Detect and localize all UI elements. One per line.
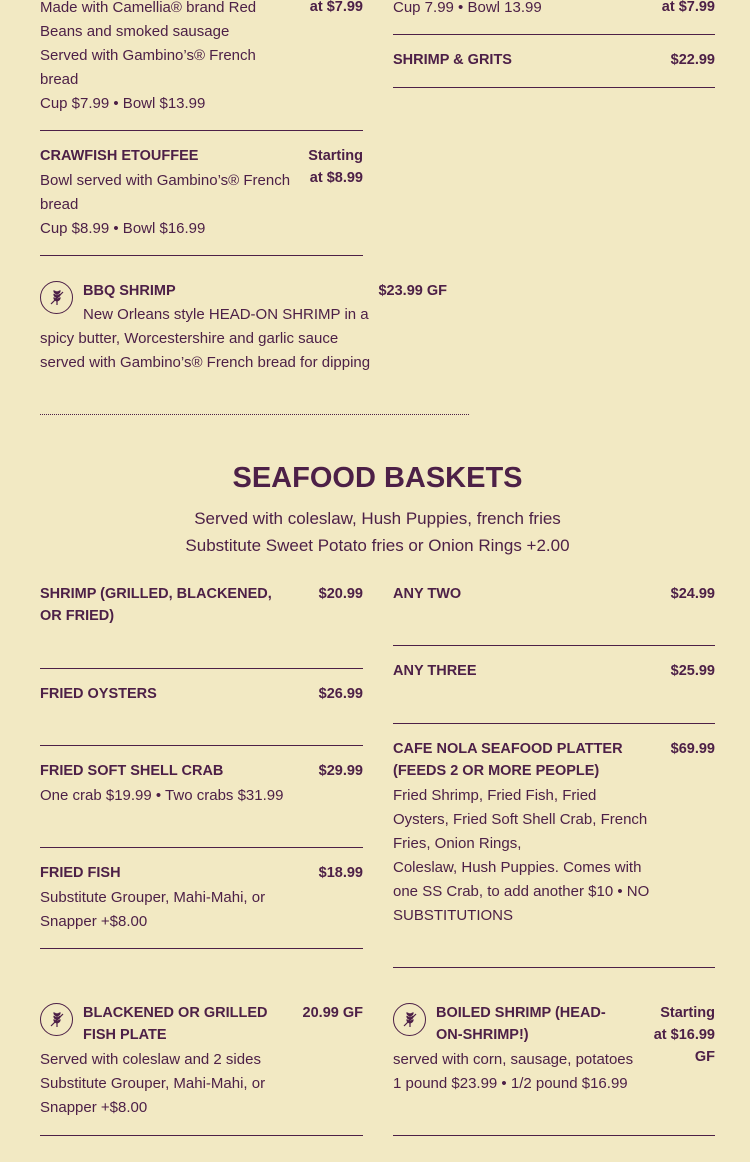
- item-name: BLACKENED OR GRILLED FISH PLATE: [83, 1005, 268, 1043]
- item-price: $24.99: [670, 586, 715, 602]
- section-title: SEAFOOD BASKETS: [232, 462, 523, 494]
- item-description: New Orleans style HEAD-ON SHRIMP in a spicy butter, Worcestershire and garlic sauce served with Gambino’s® French bread for dipping: [40, 306, 371, 371]
- divider: [393, 87, 715, 88]
- item-name: SHRIMP & GRITS: [393, 52, 512, 68]
- item-portion-prices: Cup 7.99 • Bowl 13.99: [393, 0, 542, 16]
- menu-item-gumbo: [40, 0, 363, 116]
- item-name: ANY THREE: [393, 663, 477, 679]
- item-name: SHRIMP (GRILLED, BLACKENED, OR FRIED): [40, 586, 272, 624]
- item-name: ANY TWO: [393, 586, 462, 602]
- item-price: at $7.99: [309, 0, 363, 15]
- divider: [393, 1135, 715, 1136]
- item-name: BBQ SHRIMP: [83, 283, 176, 299]
- section-subtitle: Served with coleslaw, Hush Puppies, french fries: [194, 509, 561, 528]
- section-subtitle: Substitute Sweet Potato fries or Onion Rings +2.00: [185, 536, 570, 555]
- menu-item-fried-oysters: [40, 683, 363, 705]
- item-portion-prices: 1 pound $23.99 • 1/2 pound $16.99: [393, 1075, 628, 1092]
- item-name: FRIED OYSTERS: [40, 686, 157, 702]
- menu-item-bbq-shrimp: [40, 280, 450, 375]
- menu-item-shrimp-grits: [393, 49, 715, 71]
- item-description: Substitute Grouper, Mahi-Mahi, or Snapper +$8.00: [40, 889, 266, 930]
- menu-item-fried-fish: [40, 862, 363, 934]
- item-price: 20.99 GF: [302, 1005, 363, 1021]
- section-divider: [40, 414, 469, 415]
- menu-item-any-three: [393, 660, 715, 682]
- divider: [40, 130, 363, 131]
- menu-item-partial: [393, 0, 715, 20]
- item-price: $29.99: [318, 763, 363, 779]
- item-price: $18.99: [318, 865, 363, 881]
- item-description: served with corn, sausage, potatoes: [393, 1051, 634, 1068]
- item-portion-prices: Cup $7.99 • Bowl $13.99: [40, 95, 206, 112]
- item-price: $22.99: [670, 52, 715, 68]
- menu-item-soft-shell-crab: [40, 760, 363, 808]
- item-price: $26.99: [318, 686, 363, 702]
- item-name: CAFE NOLA SEAFOOD PLATTER (FEEDS 2 OR MORE PEOPLE): [393, 741, 623, 779]
- divider: [40, 948, 363, 949]
- menu-item-fish-plate: [40, 1002, 363, 1120]
- menu-item-boiled-shrimp: [393, 1002, 715, 1096]
- divider: [393, 645, 715, 646]
- divider: [40, 745, 363, 746]
- item-name: CRAWFISH ETOUFFEE: [40, 148, 199, 164]
- item-portion-prices: Cup $8.99 • Bowl $16.99: [40, 220, 206, 237]
- divider: [40, 255, 363, 256]
- item-description: Served with coleslaw and 2 sides: [40, 1051, 261, 1068]
- divider: [393, 967, 715, 968]
- item-description: Coleslaw, Hush Puppies. Comes with one SS Crab, to add another $10 • NO SUBSTITUTIONS: [393, 859, 650, 924]
- item-description: Bowl served with Gambino’s® French bread: [40, 172, 291, 213]
- item-price: Starting at $8.99: [308, 148, 363, 186]
- item-price: $20.99: [318, 586, 363, 602]
- item-description: Substitute Grouper, Mahi-Mahi, or Snapper +$8.00: [40, 1075, 266, 1116]
- divider: [393, 34, 715, 35]
- item-price: $69.99: [670, 741, 715, 757]
- divider: [40, 1135, 363, 1136]
- item-name: FRIED FISH: [40, 865, 121, 881]
- item-description: Served with Gambino’s® French bread: [40, 47, 256, 88]
- item-price: Starting at $16.99 GF: [653, 1005, 715, 1065]
- item-price: at $7.99: [661, 0, 715, 15]
- item-name: FRIED SOFT SHELL CRAB: [40, 763, 224, 779]
- item-description: Fried Shrimp, Fried Fish, Fried Oysters, Fried Soft Shell Crab, French Fries, Onion Rings,: [393, 787, 648, 852]
- menu-item-shrimp-basket: [40, 583, 363, 627]
- item-description: Made with Camellia® brand Red Beans and smoked sausage: [40, 0, 257, 40]
- item-name: BOILED SHRIMP (HEAD-ON-SHRIMP!): [436, 1005, 606, 1043]
- divider: [40, 668, 363, 669]
- item-description: One crab $19.99 • Two crabs $31.99: [40, 787, 284, 804]
- menu-item-crawfish-etouffee: [40, 145, 363, 241]
- item-price: $23.99 GF: [378, 283, 447, 299]
- divider: [40, 847, 363, 848]
- item-price: $25.99: [670, 663, 715, 679]
- menu-item-seafood-platter: [393, 738, 715, 928]
- divider: [393, 723, 715, 724]
- menu-item-any-two: [393, 583, 715, 605]
